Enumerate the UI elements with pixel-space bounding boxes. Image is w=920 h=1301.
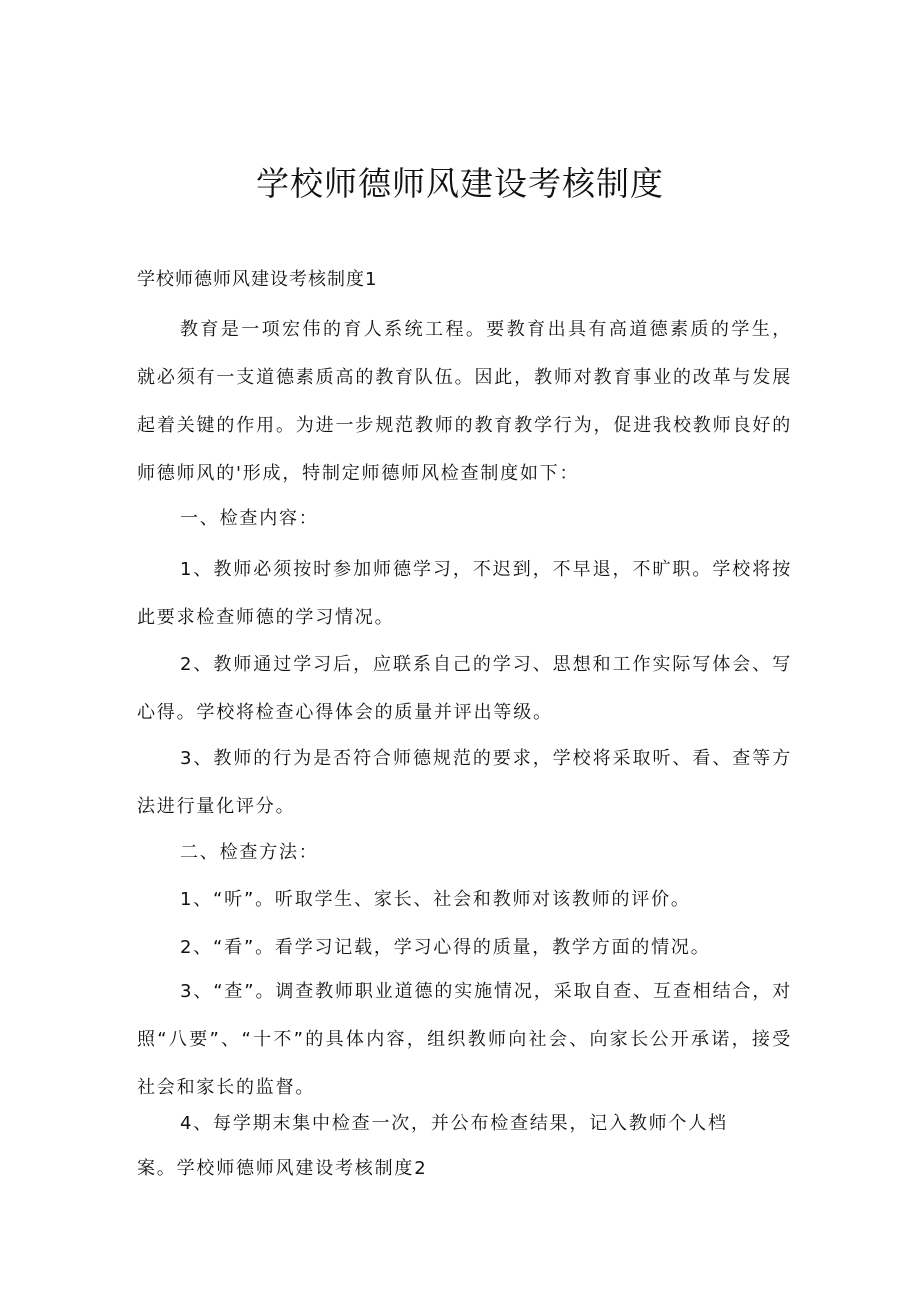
part2-item-4-line2: 案。学校师德师风建设考核制度2: [137, 1158, 428, 1179]
part1-item-2: 2、教师通过学习后，应联系自己的学习、思想和工作实际写体会、写心得。学校将检查心得体会的质量并评出等级。: [137, 654, 792, 723]
part2-item-1: 1、“听”。听取学生、家长、社会和教师对该教师的评价。: [180, 889, 691, 910]
part2-item-3: 3、“查”。调查教师职业道德的实施情况，采取自查、互查相结合，对照“八要”、“十不”的具体内容，组织教师向社会、向家长公开承诺，接受社会和家长的监督。: [137, 981, 792, 1098]
part2-heading: 二、检查方法：: [180, 842, 319, 863]
part2-item-4-line1: 4、每学期末集中检查一次，并公布检查结果，记入教师个人档: [180, 1113, 728, 1134]
part1-item-3: 3、教师的行为是否符合师德规范的要求，学校将采取听、看、查等方法进行量化评分。: [137, 748, 792, 817]
part2-item-2: 2、“看”。看学习记载，学习心得的质量，教学方面的情况。: [180, 937, 711, 958]
intro-paragraph: 教育是一项宏伟的育人系统工程。要教育出具有高道德素质的学生，就必须有一支道德素质高的教育队伍。因此，教师对教育事业的改革与发展起着关键的作用。为进一步规范教师的教育教学行为，促进我校教师良好的师德师风的'形成，特制定师德师风检查制度如下：: [137, 319, 792, 484]
part1-item-1: 1、教师必须按时参加师德学习，不迟到，不早退，不旷职。学校将按此要求检查师德的学习情况。: [137, 559, 792, 628]
part1-heading: 一、检查内容：: [180, 508, 319, 529]
section-heading: 学校师德师风建设考核制度1: [137, 269, 378, 290]
document-title: 学校师德师风建设考核制度: [256, 164, 664, 203]
